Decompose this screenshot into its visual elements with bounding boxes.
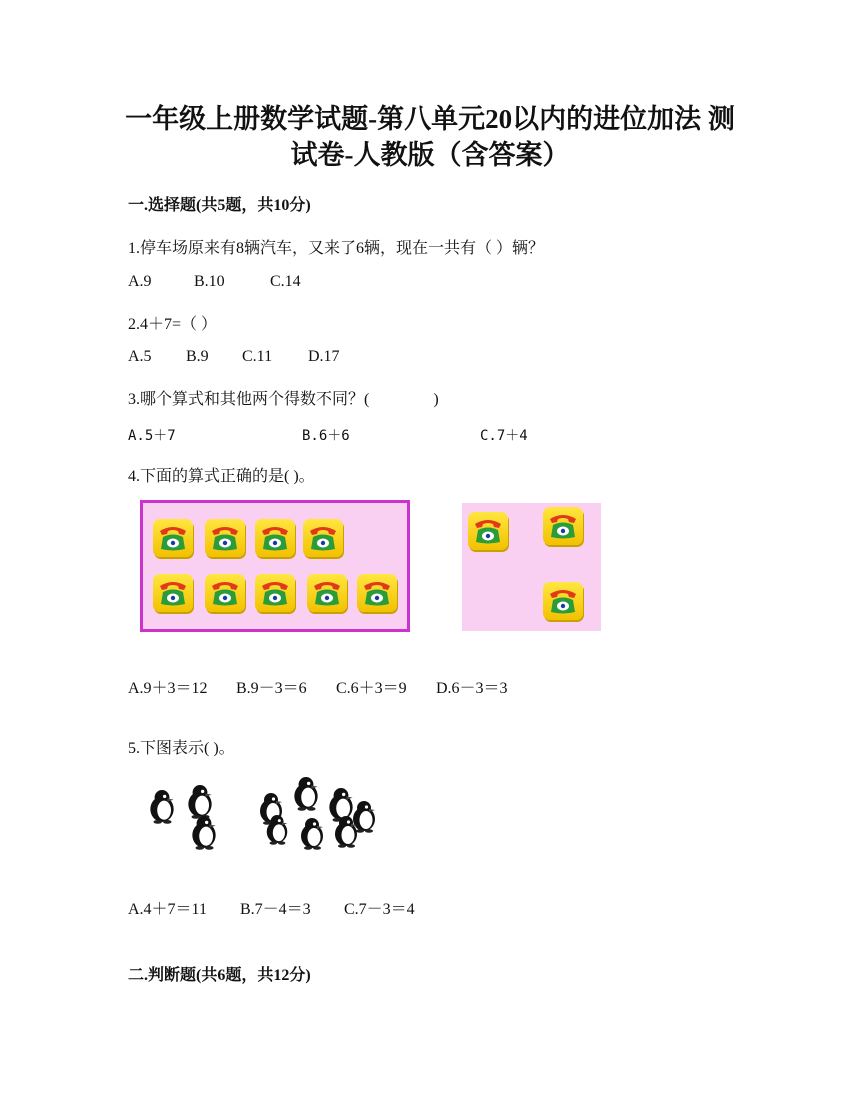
penguin-icon xyxy=(188,815,220,855)
question-1-options xyxy=(128,273,301,291)
question-5-stem: 5.下图表示( )。 xyxy=(128,740,235,757)
telephone-icon xyxy=(153,574,193,612)
question-4-stem: 4.下面的算式正确的是( )。 xyxy=(128,468,315,485)
telephone-icon xyxy=(357,574,397,612)
option-b: B.7－4＝3 xyxy=(240,901,311,918)
option-c: C.7－3＝4 xyxy=(344,901,415,918)
option-c: C.14 xyxy=(270,273,301,290)
telephone-icon xyxy=(303,519,343,557)
telephone-icon xyxy=(543,507,583,545)
penguin-icon xyxy=(146,789,178,829)
option-c: C.7＋4 xyxy=(480,428,528,444)
option-c: C.11 xyxy=(242,348,273,365)
question-3-stem: 3.哪个算式和其他两个得数不同？( ) xyxy=(128,391,439,408)
penguin-icon xyxy=(331,815,361,853)
question-1-stem: 1.停车场原来有8辆汽车，又来了6辆，现在一共有（ ）辆？ xyxy=(128,240,545,257)
option-a: A.9 xyxy=(128,273,152,290)
question-2-stem: 2.4＋7=（ ） xyxy=(128,316,218,333)
question-5-options xyxy=(128,896,415,919)
option-b: B.9 xyxy=(186,348,209,365)
penguin-icon xyxy=(290,776,322,816)
telephone-icon xyxy=(468,512,508,550)
option-b: B.10 xyxy=(194,273,225,290)
telephone-icon xyxy=(543,582,583,620)
option-b: B.6＋6 xyxy=(302,428,350,444)
telephone-icon xyxy=(255,574,295,612)
penguin-icon xyxy=(297,817,327,855)
option-a: A.9＋3＝12 xyxy=(128,680,208,697)
penguin-icon xyxy=(263,814,291,850)
option-c: C.6＋3＝9 xyxy=(336,680,407,697)
question-3-options xyxy=(128,425,528,445)
question-2-options xyxy=(128,348,340,366)
option-b: B.9－3＝6 xyxy=(236,680,307,697)
option-a: A.5＋7 xyxy=(128,428,176,444)
question-4-options xyxy=(128,675,508,698)
telephone-icon xyxy=(205,574,245,612)
document-title-line1: 一年级上册数学试题-第八单元20以内的进位加法 测 xyxy=(125,104,735,134)
section2-heading: 二.判断题(共6题，共12分) xyxy=(128,967,311,984)
telephone-icon xyxy=(307,574,347,612)
option-a: A.5 xyxy=(128,348,152,365)
telephone-icon xyxy=(153,519,193,557)
option-d: D.17 xyxy=(308,348,340,365)
option-d: D.6－3＝3 xyxy=(436,680,508,697)
section1-heading: 一.选择题(共5题，共10分) xyxy=(128,197,311,214)
telephone-icon xyxy=(205,519,245,557)
option-a: A.4＋7＝11 xyxy=(128,901,207,918)
document-title-line2: 试卷-人教版（含答案） xyxy=(290,140,570,170)
telephone-icon xyxy=(255,519,295,557)
